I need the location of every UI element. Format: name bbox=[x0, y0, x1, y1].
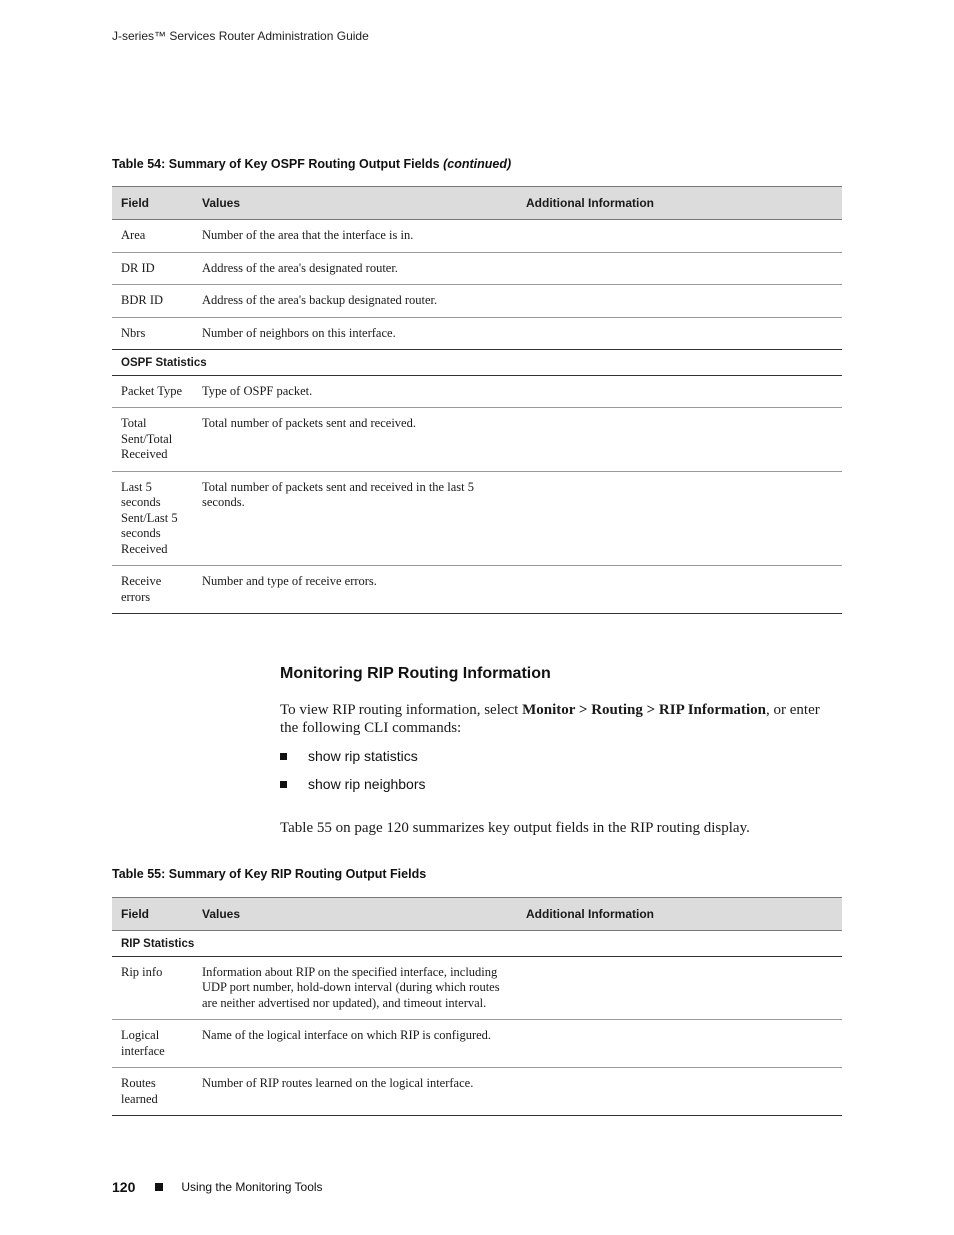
field-cell: Rip info bbox=[112, 956, 193, 1020]
values-cell: Address of the area's designated router. bbox=[193, 252, 517, 285]
values-cell: Total number of packets sent and received in the last 5 seconds. bbox=[193, 471, 517, 566]
cli-command: show rip neighbors bbox=[308, 776, 426, 792]
table54-caption-suffix: (continued) bbox=[443, 157, 512, 171]
values-cell: Name of the logical interface on which RIP is configured. bbox=[193, 1020, 517, 1068]
field-cell: Packet Type bbox=[112, 375, 193, 408]
column-header-field: Field bbox=[112, 187, 193, 220]
summary-paragraph: Table 55 on page 120 summarizes key output fields in the RIP routing display. bbox=[280, 820, 750, 836]
field-cell: Last 5 seconds Sent/Last 5 seconds Received bbox=[112, 471, 193, 566]
table54-caption-text: Table 54: Summary of Key OSPF Routing Output Fields bbox=[112, 157, 440, 171]
list-item bbox=[280, 748, 418, 764]
table-row bbox=[112, 471, 842, 566]
table55-caption: Table 55: Summary of Key RIP Routing Output Fields bbox=[112, 867, 427, 881]
column-header-values: Values bbox=[193, 898, 517, 931]
info-cell bbox=[517, 1020, 842, 1068]
intro-text-post: , or enter the following CLI commands: bbox=[280, 702, 820, 736]
section-label-ospf-statistics: OSPF Statistics bbox=[112, 350, 842, 376]
table-row bbox=[112, 220, 842, 253]
bullet-square-icon bbox=[280, 753, 287, 760]
info-cell bbox=[517, 956, 842, 1020]
info-cell bbox=[517, 317, 842, 350]
table-row bbox=[112, 1020, 842, 1068]
info-cell bbox=[517, 285, 842, 318]
field-cell: DR ID bbox=[112, 252, 193, 285]
values-cell: Total number of packets sent and received. bbox=[193, 408, 517, 472]
section-label-rip-statistics: RIP Statistics bbox=[112, 931, 842, 957]
info-cell bbox=[517, 220, 842, 253]
table-row bbox=[112, 1068, 842, 1116]
table-section-row bbox=[112, 931, 842, 957]
column-header-additional-info: Additional Information bbox=[517, 898, 842, 931]
values-cell: Number of the area that the interface is in. bbox=[193, 220, 517, 253]
table-row bbox=[112, 408, 842, 472]
column-header-values: Values bbox=[193, 187, 517, 220]
field-cell: Receive errors bbox=[112, 566, 193, 614]
values-cell: Number of neighbors on this interface. bbox=[193, 317, 517, 350]
page-footer bbox=[112, 1178, 323, 1196]
values-cell: Information about RIP on the specified interface, including UDP port number, hold-down interval (during which routes are neither advertised nor updated), and timeout interval. bbox=[193, 956, 517, 1020]
table54 bbox=[112, 186, 842, 614]
table55-header-row bbox=[112, 898, 842, 931]
column-header-additional-info: Additional Information bbox=[517, 187, 842, 220]
table-row bbox=[112, 375, 842, 408]
table-row bbox=[112, 252, 842, 285]
info-cell bbox=[517, 566, 842, 614]
field-cell: BDR ID bbox=[112, 285, 193, 318]
field-cell: Area bbox=[112, 220, 193, 253]
page-number: 120 bbox=[112, 1178, 136, 1195]
field-cell: Total Sent/Total Received bbox=[112, 408, 193, 472]
info-cell bbox=[517, 252, 842, 285]
table-section-row bbox=[112, 350, 842, 376]
running-header: J-series™ Services Router Administration Guide bbox=[112, 29, 369, 43]
footer-square-icon bbox=[155, 1183, 163, 1191]
info-cell bbox=[517, 375, 842, 408]
bullet-square-icon bbox=[280, 781, 287, 788]
values-cell: Number of RIP routes learned on the logical interface. bbox=[193, 1068, 517, 1116]
field-cell: Routes learned bbox=[112, 1068, 193, 1116]
footer-section-title: Using the Monitoring Tools bbox=[181, 1179, 323, 1194]
values-cell: Number and type of receive errors. bbox=[193, 566, 517, 614]
table-row bbox=[112, 317, 842, 350]
table55 bbox=[112, 897, 842, 1116]
info-cell bbox=[517, 408, 842, 472]
table-row bbox=[112, 956, 842, 1020]
field-cell: Nbrs bbox=[112, 317, 193, 350]
cli-command: show rip statistics bbox=[308, 748, 418, 764]
info-cell bbox=[517, 1068, 842, 1116]
table-row bbox=[112, 566, 842, 614]
field-cell: Logical interface bbox=[112, 1020, 193, 1068]
table54-header-row bbox=[112, 187, 842, 220]
section-heading: Monitoring RIP Routing Information bbox=[280, 665, 551, 682]
menu-path: Monitor > Routing > RIP Information bbox=[522, 702, 767, 718]
intro-text-pre: To view RIP routing information, select bbox=[280, 702, 519, 718]
values-cell: Address of the area's backup designated router. bbox=[193, 285, 517, 318]
values-cell: Type of OSPF packet. bbox=[193, 375, 517, 408]
intro-paragraph bbox=[280, 701, 840, 737]
list-item bbox=[280, 776, 426, 792]
column-header-field: Field bbox=[112, 898, 193, 931]
info-cell bbox=[517, 471, 842, 566]
table54-caption bbox=[112, 157, 511, 171]
table-row bbox=[112, 285, 842, 318]
